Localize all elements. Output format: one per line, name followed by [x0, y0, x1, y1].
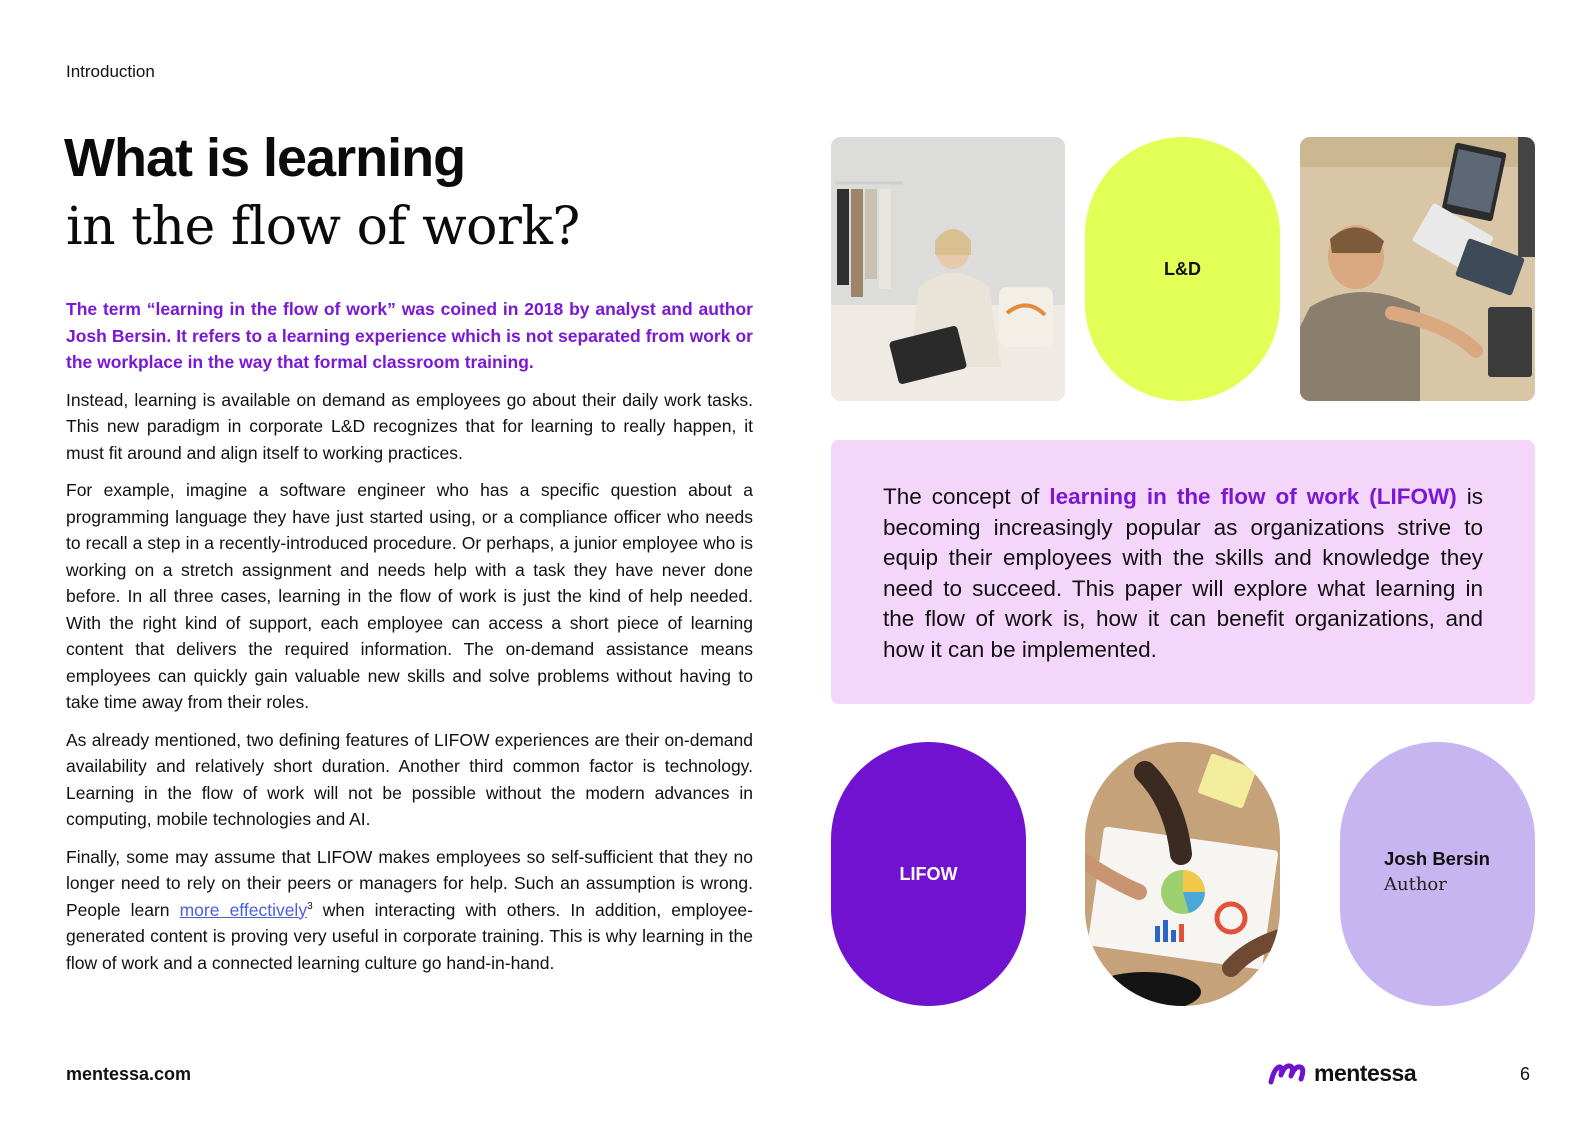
lifow-tile — [831, 742, 1026, 1006]
page-title-line2: in the flow of work? — [66, 197, 580, 257]
quote-end: is becoming increasingly popular as organizations strive to equip their employees with the skills and knowledge they need to succeed. This paper will explore what learning in the flow of work is, how it can benefit organizations, and how it can be implemented. — [883, 484, 1483, 662]
brand-name: mentessa — [1314, 1060, 1417, 1086]
paragraph-3: As already mentioned, two defining features of LIFOW experiences are their on-demand availability and relatively short duration. Another third common factor is technology. Learning in the flow of work will not be possible without the modern advances in computing, mobile technologies and AI. — [66, 729, 753, 829]
paragraph-1: Instead, learning is available on demand as employees go about their daily work tasks. This new paradigm in corporate L&D recognizes that for learning to really happen, it must fit around and align itself to working practices. — [66, 389, 753, 463]
team-meeting-photo — [1085, 742, 1280, 1006]
ld-tile — [1085, 137, 1280, 401]
author-block — [1384, 848, 1490, 895]
brand-logo — [1268, 1060, 1416, 1087]
paragraph-4 — [66, 844, 753, 977]
mentessa-logo-icon — [1268, 1061, 1308, 1087]
section-label: Introduction — [66, 62, 155, 81]
more-effectively-link[interactable]: more effectively — [179, 899, 308, 920]
lead-paragraph: The term “learning in the flow of work” was coined in 2018 by analyst and author Josh Bersin. It refers to a learning experience which is not separated from work or the workplace in the way that formal classroom training. — [66, 299, 753, 372]
quote-start: The concept of — [883, 484, 1050, 509]
page-number: 6 — [1520, 1064, 1531, 1084]
body-text — [66, 296, 753, 987]
quote-highlight: learning in the flow of work (LIFOW) — [1049, 484, 1457, 509]
paragraph-4-start: Finally, some may assume that LIFOW makes employees so self-sufficient that they no longer need to rely on their peers or managers for help. Such an assumption is wrong. People learn — [66, 846, 753, 920]
paragraph-2: For example, imagine a software engineer who has a specific question about a programming language they have just started using, or a compliance officer who needs to recall a step in a recently-introduced procedure. Or perhaps, a junior employee who is working on a stretch assignment and needs help with a task they have never done before. In all three cases, learning in the flow of work is just the kind of help needed. With the right kind of support, each employee can access a short piece of learning content that delivers the required information. The on-demand assistance means employees can quickly gain valuable new skills and solve problems without having to take time away from their roles. — [66, 480, 753, 712]
author-role: Author — [1384, 874, 1447, 895]
woman-laptop-photo — [831, 137, 1065, 401]
lifow-label: LIFOW — [899, 863, 958, 884]
ld-label: L&D — [1164, 258, 1201, 279]
page-title-line1: What is learning — [64, 128, 466, 188]
quote-box — [831, 440, 1535, 704]
author-name: Josh Bersin — [1384, 848, 1490, 869]
paragraph-4-end: when interacting with others. In addition, employee-generated content is proving very useful in corporate training. This is why learning in the flow of work and a connected learning culture go hand-in-hand. — [66, 899, 753, 973]
footnote-ref: 3 — [307, 900, 313, 912]
man-computer-photo — [1300, 137, 1535, 401]
quote-text — [883, 482, 1483, 665]
footer-url[interactable]: mentessa.com — [66, 1064, 192, 1084]
